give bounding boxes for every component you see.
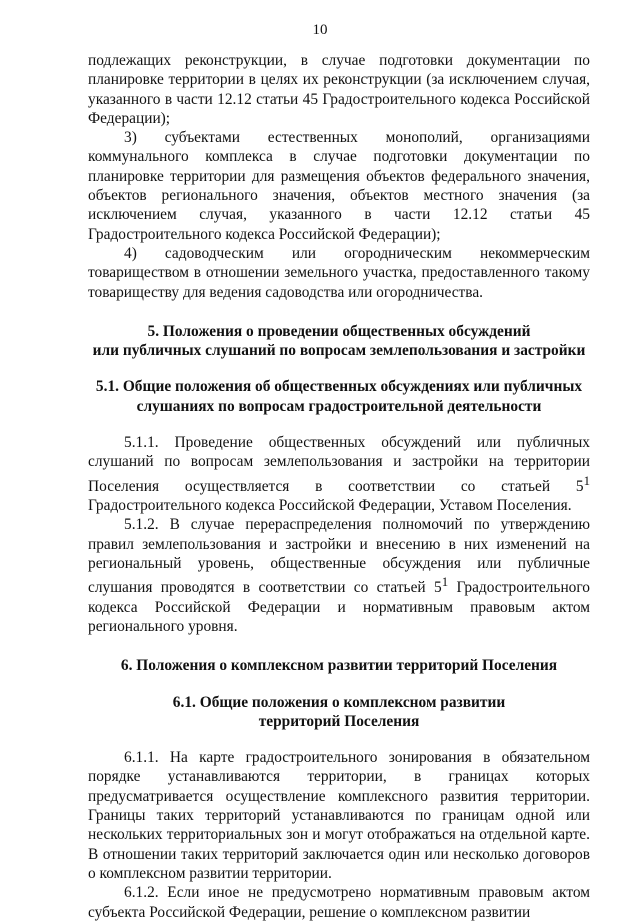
paragraph-5-1-2: 5.1.2. В случае перераспределения полномочий по утверждению правил землепользования и застройки и внесению в них изменений на региональный уровень, общественные обсуждения или публичные слушания проводятся в соответствии со статьей $5^1$ Градостроительного кодекса Российской Федерации и нормативным правовым актом регионального уровня. (88, 516, 590, 635)
section-5-1-heading: 5.1. Общие положения об общественных обсуждениях или публичных слушаниях по вопросам градостроительной деятельности (95, 378, 583, 415)
section-5-heading: 5. Положения о проведении общественных обсуждений или публичных слушаний по вопросам землепользования и застройки (92, 322, 586, 360)
paragraph-item-3: 3) субъектами естественных монополий, организациями коммунального комплекса в случае подготовки документации по планировке территории для размещения объектов федерального значения, объектов регионального значения, объектов местного значения (за исключением случая, указанного в части 12.12 статьи 45 Градостроительного кодекса Российской Федерации); (88, 129, 590, 243)
paragraph-6-1-1: 6.1.1. На карте градостроительного зонирования в обязательном порядке устанавливаются территории, в границах которых предусматривается осуществление комплексного развития территории. Границы таких территорий устанавливаются по границам одной или нескольких территориальных зон и могут отображаться на отдельной карте. В отношении таких территорий заключается один или несколько договоров о комплексном развитии территории. (88, 749, 590, 882)
section-6-1-heading: 6.1. Общие положения о комплексном развитии территорий Поселения (172, 693, 506, 730)
page-number: 10 (312, 22, 328, 38)
paragraph-6-1-2: 6.1.2. Если иное не предусмотрено нормативным правовым актом субъекта Российской Федерации, решение о комплексном развитии (88, 884, 590, 921)
document-body (88, 51, 590, 922)
paragraph-continuation: подлежащих реконструкции, в случае подготовки документации по планировке территории в целях их реконструкции (за исключением случая, указанного в части 12.12 статьи 45 Градостроительного кодекса Российской Федерации); (88, 52, 590, 127)
paragraph-5-1-1: 5.1.1. Проведение общественных обсуждений или публичных слушаний по вопросам землепользования и застройки на территории Поселения осуществляется в соответствии со статьей $5^1$ Градостроительного кодекса Российской Федерации, Уставом Поселения. (88, 434, 590, 515)
paragraph-item-4: 4) садоводческим или огородническим некоммерческим товариществом в отношении земельного участка, предоставленного такому товариществу для ведения садоводства или огородничества. (88, 244, 590, 301)
section-6-heading: 6. Положения о комплексном развитии территорий Поселения (120, 657, 558, 675)
